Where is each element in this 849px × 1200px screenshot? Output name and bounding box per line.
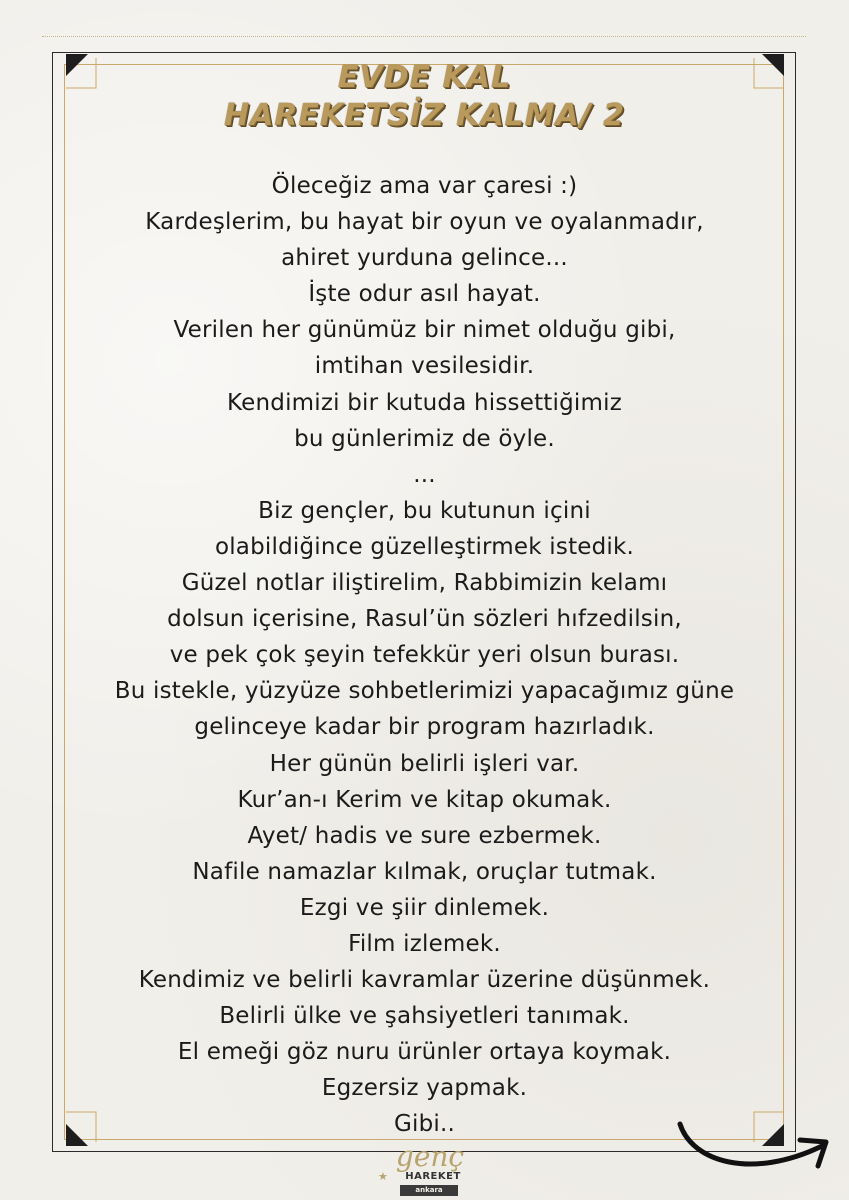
text-line: Gibi.. bbox=[393, 1111, 456, 1138]
text-line: Kendimizi bir kutuda hissettiğimiz bbox=[227, 389, 622, 416]
text-line: Biz gençler, bu kutunun içini bbox=[258, 497, 591, 524]
top-dotted-rule bbox=[42, 36, 806, 37]
text-line: Kardeşlerim, bu hayat bir oyun ve oyalanmadır, bbox=[145, 209, 704, 236]
text-line: Egzersiz yapmak. bbox=[321, 1075, 528, 1102]
text-line: Kur’an-ı Kerim ve kitap okumak. bbox=[237, 786, 612, 813]
body-text bbox=[70, 168, 779, 1143]
text-line: Belirli ülke ve şahsiyetleri tanımak. bbox=[219, 1003, 630, 1030]
star-icon: ★ bbox=[378, 1170, 388, 1183]
curved-arrow-right-icon[interactable] bbox=[672, 1104, 842, 1184]
text-line: ... bbox=[413, 461, 436, 488]
text-line: Bu istekle, yüzyüze sohbetlerimizi yapacağımız güne bbox=[114, 678, 735, 705]
logo-subtitle: ankara bbox=[400, 1185, 458, 1196]
text-line: Güzel notlar iliştirelim, Rabbimizin kelamı bbox=[181, 570, 668, 597]
text-line: Ezgi ve şiir dinlemek. bbox=[299, 894, 550, 921]
text-line: Her günün belirli işleri var. bbox=[269, 750, 580, 777]
text-line: ahiret yurduna gelince... bbox=[281, 245, 568, 272]
title-line-2: HAREKETSİZ KALMA/ 2 bbox=[223, 98, 626, 133]
text-line: Verilen her günümüz bir nimet olduğu gibi, bbox=[173, 317, 676, 344]
text-line: İşte odur asıl hayat. bbox=[308, 281, 541, 308]
text-line: bu günlerimiz de öyle. bbox=[294, 425, 555, 452]
text-line: olabildiğince güzelleştirmek istedik. bbox=[214, 533, 635, 560]
logo bbox=[370, 1142, 480, 1200]
logo-script: genç bbox=[395, 1140, 465, 1173]
text-line: Film izlemek. bbox=[348, 930, 501, 957]
text-line: ve pek çok şeyin tefekkür yeri olsun burası. bbox=[169, 642, 680, 669]
text-line: imtihan vesilesidir. bbox=[314, 353, 535, 380]
text-line: Kendimiz ve belirli kavramlar üzerine düşünmek. bbox=[138, 967, 711, 994]
text-line: gelinceye kadar bir program hazırladık. bbox=[194, 714, 655, 741]
logo-word: HAREKET bbox=[405, 1171, 461, 1182]
text-line: Öleceğiz ama var çaresi :) bbox=[271, 173, 578, 199]
title-line-1: EVDE KAL bbox=[337, 60, 512, 95]
text-line: El emeği göz nuru ürünler ortaya koymak. bbox=[177, 1039, 672, 1066]
text-line: Ayet/ hadis ve sure ezbermek. bbox=[247, 822, 602, 849]
text-line: Nafile namazlar kılmak, oruçlar tutmak. bbox=[192, 858, 657, 885]
text-line: dolsun içerisine, Rasul’ün sözleri hıfzedilsin, bbox=[167, 606, 682, 633]
